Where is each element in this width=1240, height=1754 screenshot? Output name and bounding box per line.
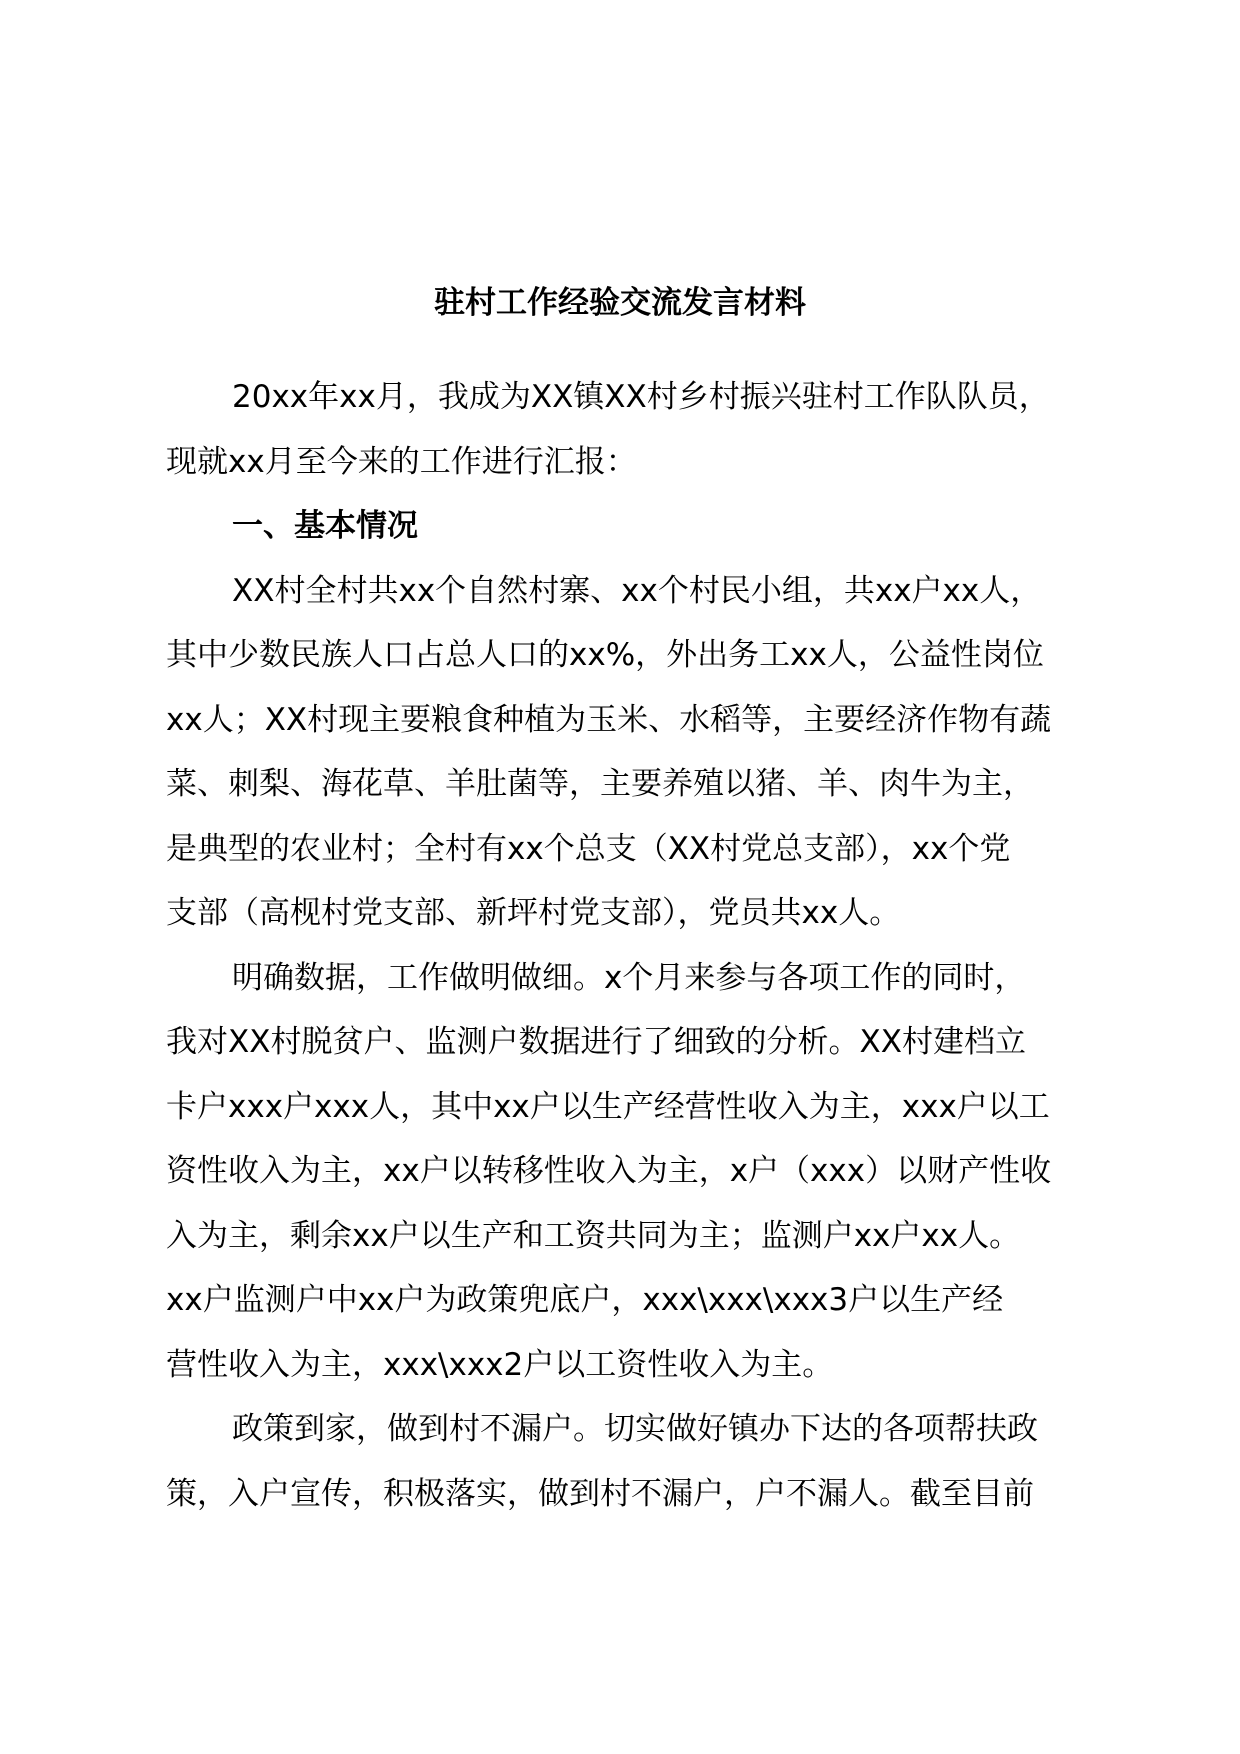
paragraph-line: 是典型的农业村；全村有xx个总支（XX村党总支部），xx个党 xyxy=(166,831,1011,867)
paragraph-line: 营性收入为主，xxx\xxx2户以工资性收入为主。 xyxy=(166,1347,834,1383)
paragraph-line: 现就xx月至今来的工作进行汇报： xyxy=(166,444,637,480)
paragraph-line: 政策到家，做到村不漏户。切实做好镇办下达的各项帮扶政 xyxy=(232,1411,1038,1447)
paragraph-line: 支部（高枧村党支部、新坪村党支部），党员共xx人。 xyxy=(166,895,901,931)
paragraph-line: 策，入户宣传，积极落实，做到村不漏户，户不漏人。截至目前 xyxy=(166,1476,1034,1512)
paragraph-line: 20xx年xx月，我成为XX镇XX村乡村振兴驻村工作队队员， xyxy=(232,379,1050,415)
paragraph-line: xx户监测户中xx户为政策兜底户，xxx\xxx\xxx3户以生产经 xyxy=(166,1282,1004,1318)
paragraph-line: 菜、刺梨、海花草、羊肚菌等，主要养殖以猪、羊、肉牛为主， xyxy=(166,766,1034,802)
paragraph-line: 其中少数民族人口占总人口的xx%，外出务工xx人，公益性岗位 xyxy=(166,637,1044,673)
paragraph-line: 卡户xxx户xxx人，其中xx户以生产经营性收入为主，xxx户以工 xyxy=(166,1089,1050,1125)
document-title: 驻村工作经验交流发言材料 xyxy=(434,285,806,321)
paragraph-line: 资性收入为主，xx户以转移性收入为主，x户（xxx）以财产性收 xyxy=(166,1153,1052,1189)
paragraph-line: 我对XX村脱贫户、监测户数据进行了细致的分析。XX村建档立 xyxy=(166,1024,1026,1060)
paragraph-line: 明确数据，工作做明做细。x个月来参与各项工作的同时， xyxy=(232,960,1026,996)
paragraph-line: 入为主，剩余xx户以生产和工资共同为主；监测户xx户xx人。 xyxy=(166,1218,1021,1254)
section-heading: 一、基本情况 xyxy=(232,508,418,544)
paragraph-line: xx人；XX村现主要粮食种植为玉米、水稻等，主要经济作物有蔬 xyxy=(166,702,1052,738)
paragraph-line: XX村全村共xx个自然村寨、xx个村民小组，共xx户xx人， xyxy=(232,573,1042,609)
